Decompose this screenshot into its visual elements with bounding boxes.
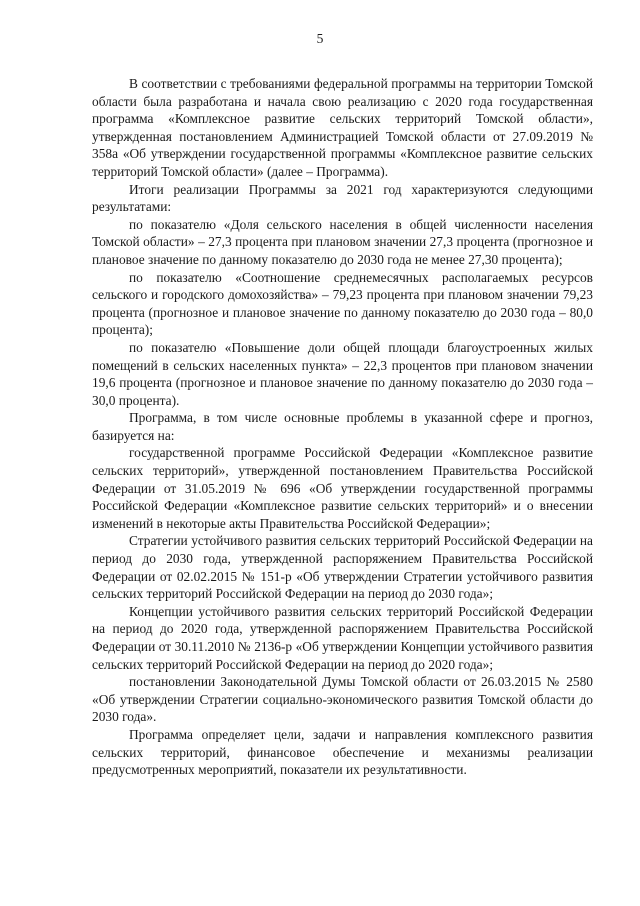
page-number: 5 xyxy=(316,31,324,46)
paragraph-federal-program: государственной программе Российской Федерации «Комплексное развитие сельских территорий», утвержденной постановлением Правительства Российской Федерации от 31.05.2019 № 696 «Об утверждении государственной программы Российской Федерации «Комплексное развитие сельских территорий» и о внесении изменений в некоторые акты Правительства Российской Федерации»; xyxy=(92,445,593,531)
paragraph-program-goals: Программа определяет цели, задачи и направления комплексного развития сельских территорий, финансовое обеспечение и механизмы реализации предусмотренных мероприятий, показатели их результативности. xyxy=(92,726,593,778)
paragraph-concept-2020: Концепции устойчивого развития сельских территорий Российской Федерации на период до 2020 года, утвержденной распоряжением Правительства Российской Федерации от 30.11.2010 № 2136-р «Об утверждении Концепции устойчивого развития сельских территорий Российской Федерации на период до 2020 года»; xyxy=(92,603,593,672)
paragraph-results-intro: Итоги реализации Программы за 2021 год характеризуются следующими результатами: xyxy=(92,181,593,215)
paragraph-regional-strategy: постановлении Законодательной Думы Томской области от 26.03.2015 № 2580 «Об утверждении Стратегии социально-экономического развития Томской области до 2030 года». xyxy=(92,674,593,725)
paragraph-strategy-2030: Стратегии устойчивого развития сельских территорий Российской Федерации на период до 2030 года, утвержденной распоряжением Правительства Российской Федерации от 02.02.2015 № 151-р «Об утверждении Стратегии устойчивого развития сельских территорий Российской Федерации на период до 2030 года»; xyxy=(92,533,593,602)
paragraph-program-basis: Программа, в том числе основные проблемы в указанной сфере и прогноз, базируется на: xyxy=(92,410,593,443)
paragraph-indicator-rural-share: по показателю «Доля сельского населения в общей численности населения Томской области» – 27,3 процента при плановом значении 27,3 процента (прогнозное и плановое значение по данному показателю до 2030 года не менее 27,30 процента); xyxy=(92,216,593,267)
document-body xyxy=(92,75,593,779)
paragraph-indicator-housing: по показателю «Повышение доли общей площади благоустроенных жилых помещений в сельских населенных пункта» – 22,3 процентов при плановом значении 19,6 процента (прогнозное и плановое значение по данному показателю до 2030 года – 30,0 процента). xyxy=(92,339,593,408)
paragraph-indicator-income-ratio: по показателю «Соотношение среднемесячных располагаемых ресурсов сельского и городского домохозяйства» – 79,23 процента при плановом значении 79,23 процента (прогнозное и плановое значение по данному показателю до 2030 года – 80,0 процента); xyxy=(92,269,593,338)
paragraph-program-intro: В соответствии с требованиями федеральной программы на территории Томской области была разработана и начала свою реализацию с 2020 года государственная программа «Комплексное развитие сельских территорий Томской области», утвержденная постановлением Администрацией Томской области от 27.09.2019 № 358а «Об утверждении государственной программы «Комплексное развитие сельских территорий Томской области» (далее – Программа). xyxy=(92,76,593,179)
